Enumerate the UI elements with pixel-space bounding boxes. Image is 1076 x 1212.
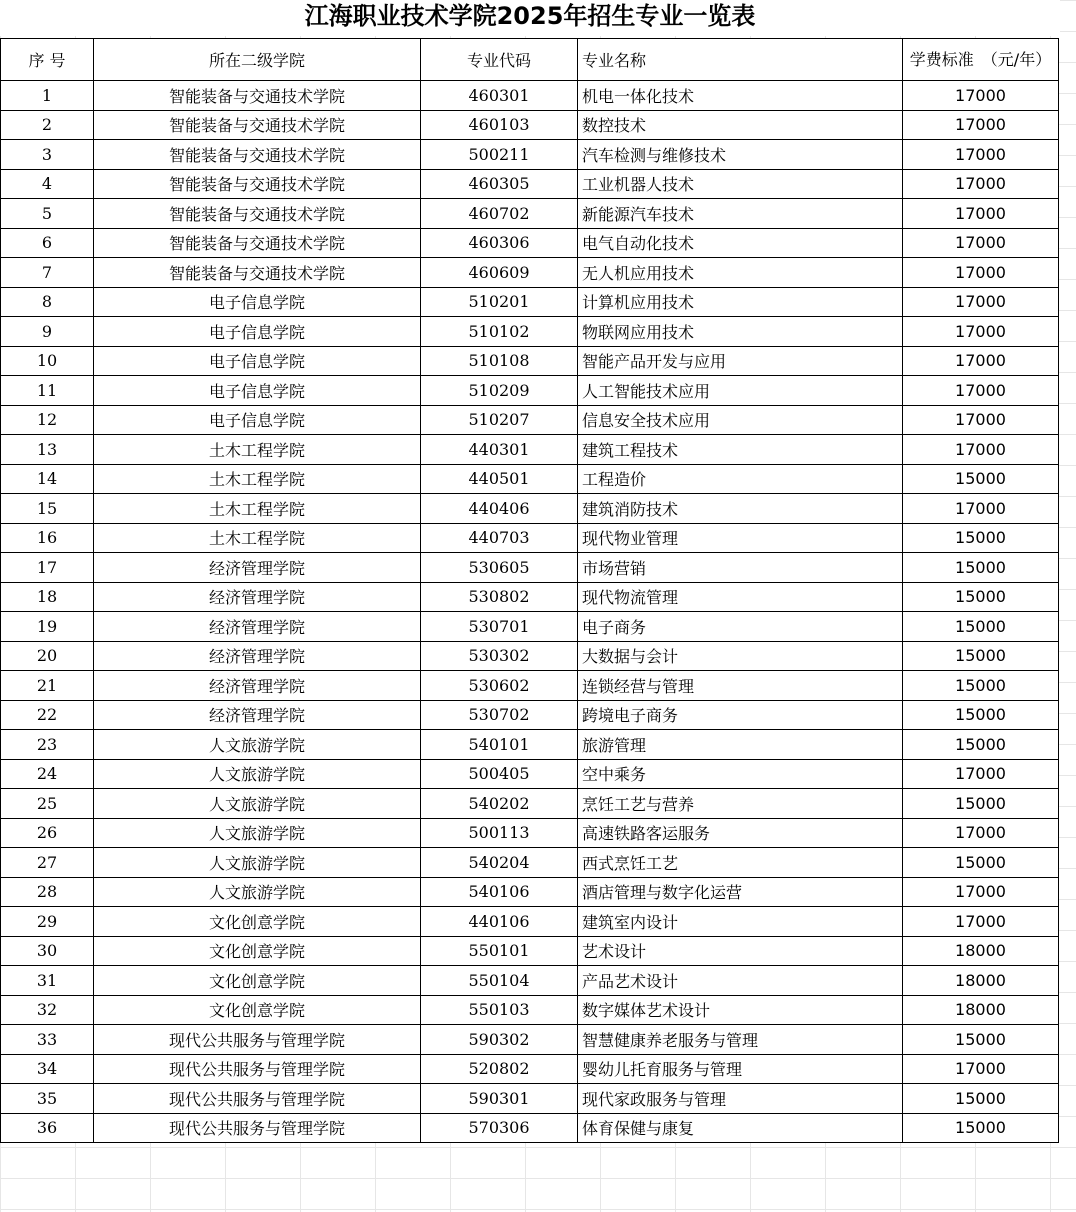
cell-college[interactable]: 经济管理学院 <box>94 582 421 612</box>
cell-college[interactable]: 人文旅游学院 <box>94 848 421 878</box>
cell-college[interactable]: 智能装备与交通技术学院 <box>94 169 421 199</box>
header-code[interactable]: 专业代码 <box>421 39 578 81</box>
cell-fee[interactable]: 17000 <box>903 228 1059 258</box>
table-row <box>1 907 1059 937</box>
cell-no[interactable]: 29 <box>1 907 94 937</box>
cell-no[interactable]: 22 <box>1 700 94 730</box>
cell-college[interactable]: 人文旅游学院 <box>94 877 421 907</box>
table-body <box>1 81 1059 1143</box>
table-row <box>1 995 1059 1025</box>
table-row <box>1 700 1059 730</box>
cell-college[interactable]: 土木工程学院 <box>94 523 421 553</box>
cell-major-name[interactable]: 计算机应用技术 <box>578 287 903 317</box>
cell-no[interactable]: 6 <box>1 228 94 258</box>
cell-code[interactable]: 550101 <box>421 936 578 966</box>
cell-college[interactable]: 土木工程学院 <box>94 464 421 494</box>
cell-major-name[interactable]: 跨境电子商务 <box>578 700 903 730</box>
cell-college[interactable]: 现代公共服务与管理学院 <box>94 1025 421 1055</box>
cell-fee[interactable]: 15000 <box>903 523 1059 553</box>
cell-major-name[interactable]: 体育保健与康复 <box>578 1113 903 1143</box>
cell-no[interactable]: 36 <box>1 1113 94 1143</box>
cell-code[interactable]: 530802 <box>421 582 578 612</box>
cell-college[interactable]: 文化创意学院 <box>94 907 421 937</box>
cell-code[interactable]: 550104 <box>421 966 578 996</box>
cell-no[interactable]: 3 <box>1 140 94 170</box>
cell-fee[interactable]: 17000 <box>903 435 1059 465</box>
cell-fee[interactable]: 17000 <box>903 81 1059 111</box>
cell-fee[interactable]: 17000 <box>903 376 1059 406</box>
cell-code[interactable]: 590301 <box>421 1084 578 1114</box>
cell-college[interactable]: 电子信息学院 <box>94 376 421 406</box>
cell-no[interactable]: 8 <box>1 287 94 317</box>
cell-major-name[interactable]: 工业机器人技术 <box>578 169 903 199</box>
table-row <box>1 641 1059 671</box>
cell-college[interactable]: 智能装备与交通技术学院 <box>94 199 421 229</box>
cell-fee[interactable]: 15000 <box>903 789 1059 819</box>
table-row <box>1 1025 1059 1055</box>
cell-major-name[interactable]: 大数据与会计 <box>578 641 903 671</box>
table-row <box>1 582 1059 612</box>
cell-fee[interactable]: 15000 <box>903 1113 1059 1143</box>
cell-major-name[interactable]: 现代家政服务与管理 <box>578 1084 903 1114</box>
cell-no[interactable]: 4 <box>1 169 94 199</box>
cell-code[interactable]: 510207 <box>421 405 578 435</box>
cell-no[interactable]: 12 <box>1 405 94 435</box>
cell-major-name[interactable]: 产品艺术设计 <box>578 966 903 996</box>
cell-college[interactable]: 现代公共服务与管理学院 <box>94 1084 421 1114</box>
cell-college[interactable]: 土木工程学院 <box>94 435 421 465</box>
cell-fee[interactable]: 17000 <box>903 877 1059 907</box>
header-name[interactable]: 专业名称 <box>578 39 903 81</box>
cell-fee[interactable]: 18000 <box>903 936 1059 966</box>
cell-major-name[interactable]: 酒店管理与数字化运营 <box>578 877 903 907</box>
cell-no[interactable]: 15 <box>1 494 94 524</box>
cell-major-name[interactable]: 连锁经营与管理 <box>578 671 903 701</box>
cell-fee[interactable]: 17000 <box>903 346 1059 376</box>
cell-major-name[interactable]: 婴幼儿托育服务与管理 <box>578 1054 903 1084</box>
cell-fee[interactable]: 17000 <box>903 140 1059 170</box>
cell-no[interactable]: 30 <box>1 936 94 966</box>
cell-code[interactable]: 510209 <box>421 376 578 406</box>
cell-college[interactable]: 经济管理学院 <box>94 612 421 642</box>
cell-major-name[interactable]: 信息安全技术应用 <box>578 405 903 435</box>
cell-no[interactable]: 17 <box>1 553 94 583</box>
cell-no[interactable]: 11 <box>1 376 94 406</box>
cell-code[interactable]: 460103 <box>421 110 578 140</box>
cell-no[interactable]: 16 <box>1 523 94 553</box>
table-row <box>1 169 1059 199</box>
table-row <box>1 376 1059 406</box>
cell-fee[interactable]: 17000 <box>903 405 1059 435</box>
cell-code[interactable]: 460306 <box>421 228 578 258</box>
table-row <box>1 228 1059 258</box>
cell-major-name[interactable]: 电子商务 <box>578 612 903 642</box>
table-row <box>1 789 1059 819</box>
cell-no[interactable]: 31 <box>1 966 94 996</box>
cell-code[interactable]: 540202 <box>421 789 578 819</box>
cell-college[interactable]: 电子信息学院 <box>94 287 421 317</box>
table-row <box>1 818 1059 848</box>
table-row <box>1 523 1059 553</box>
cell-no[interactable]: 32 <box>1 995 94 1025</box>
table-row <box>1 730 1059 760</box>
cell-no[interactable]: 18 <box>1 582 94 612</box>
cell-college[interactable]: 智能装备与交通技术学院 <box>94 110 421 140</box>
table-row <box>1 936 1059 966</box>
cell-fee[interactable]: 15000 <box>903 582 1059 612</box>
cell-fee[interactable]: 17000 <box>903 287 1059 317</box>
cell-college[interactable]: 文化创意学院 <box>94 966 421 996</box>
cell-major-name[interactable]: 工程造价 <box>578 464 903 494</box>
cell-major-name[interactable]: 现代物业管理 <box>578 523 903 553</box>
table-row <box>1 110 1059 140</box>
table-row <box>1 494 1059 524</box>
cell-college[interactable]: 电子信息学院 <box>94 317 421 347</box>
cell-no[interactable]: 27 <box>1 848 94 878</box>
cell-no[interactable]: 10 <box>1 346 94 376</box>
cell-college[interactable]: 现代公共服务与管理学院 <box>94 1054 421 1084</box>
table-row <box>1 1084 1059 1114</box>
table-row <box>1 671 1059 701</box>
cell-no[interactable]: 23 <box>1 730 94 760</box>
cell-code[interactable]: 440106 <box>421 907 578 937</box>
cell-code[interactable]: 440301 <box>421 435 578 465</box>
cell-college[interactable]: 经济管理学院 <box>94 641 421 671</box>
table-row <box>1 612 1059 642</box>
cell-fee[interactable]: 15000 <box>903 641 1059 671</box>
cell-no[interactable]: 35 <box>1 1084 94 1114</box>
enrollment-table <box>0 38 1059 1143</box>
cell-major-name[interactable]: 数控技术 <box>578 110 903 140</box>
cell-code[interactable]: 530302 <box>421 641 578 671</box>
cell-code[interactable]: 500113 <box>421 818 578 848</box>
cell-college[interactable]: 经济管理学院 <box>94 553 421 583</box>
cell-fee[interactable]: 18000 <box>903 995 1059 1025</box>
cell-major-name[interactable]: 旅游管理 <box>578 730 903 760</box>
cell-college[interactable]: 文化创意学院 <box>94 995 421 1025</box>
table-row <box>1 317 1059 347</box>
cell-code[interactable]: 510201 <box>421 287 578 317</box>
cell-fee[interactable]: 15000 <box>903 671 1059 701</box>
cell-college[interactable]: 经济管理学院 <box>94 700 421 730</box>
cell-fee[interactable]: 15000 <box>903 730 1059 760</box>
cell-code[interactable]: 460305 <box>421 169 578 199</box>
cell-no[interactable]: 14 <box>1 464 94 494</box>
cell-code[interactable]: 540106 <box>421 877 578 907</box>
cell-college[interactable]: 智能装备与交通技术学院 <box>94 228 421 258</box>
cell-fee[interactable]: 17000 <box>903 818 1059 848</box>
cell-no[interactable]: 13 <box>1 435 94 465</box>
table-row <box>1 199 1059 229</box>
cell-no[interactable]: 25 <box>1 789 94 819</box>
cell-fee[interactable]: 15000 <box>903 464 1059 494</box>
header-no[interactable]: 序 号 <box>1 39 94 81</box>
cell-major-name[interactable]: 市场营销 <box>578 553 903 583</box>
header-fee[interactable]: 学费标准 （元/年） <box>903 39 1059 81</box>
cell-no[interactable]: 28 <box>1 877 94 907</box>
cell-major-name[interactable]: 烹饪工艺与营养 <box>578 789 903 819</box>
cell-college[interactable]: 人文旅游学院 <box>94 730 421 760</box>
cell-major-name[interactable]: 现代物流管理 <box>578 582 903 612</box>
cell-code[interactable]: 530605 <box>421 553 578 583</box>
cell-code[interactable]: 540101 <box>421 730 578 760</box>
cell-major-name[interactable]: 西式烹饪工艺 <box>578 848 903 878</box>
table-row <box>1 1054 1059 1084</box>
cell-code[interactable]: 460301 <box>421 81 578 111</box>
cell-college[interactable]: 智能装备与交通技术学院 <box>94 140 421 170</box>
cell-major-name[interactable]: 建筑消防技术 <box>578 494 903 524</box>
cell-major-name[interactable]: 智慧健康养老服务与管理 <box>578 1025 903 1055</box>
cell-fee[interactable]: 17000 <box>903 1054 1059 1084</box>
cell-code[interactable]: 520802 <box>421 1054 578 1084</box>
cell-college[interactable]: 电子信息学院 <box>94 346 421 376</box>
cell-no[interactable]: 19 <box>1 612 94 642</box>
cell-college[interactable]: 经济管理学院 <box>94 671 421 701</box>
cell-no[interactable]: 1 <box>1 81 94 111</box>
cell-college[interactable]: 智能装备与交通技术学院 <box>94 258 421 288</box>
cell-college[interactable]: 人文旅游学院 <box>94 789 421 819</box>
cell-major-name[interactable]: 艺术设计 <box>578 936 903 966</box>
cell-fee[interactable]: 15000 <box>903 848 1059 878</box>
table-row <box>1 287 1059 317</box>
cell-fee[interactable]: 15000 <box>903 1084 1059 1114</box>
cell-code[interactable]: 510102 <box>421 317 578 347</box>
cell-no[interactable]: 5 <box>1 199 94 229</box>
table-row <box>1 258 1059 288</box>
cell-no[interactable]: 24 <box>1 759 94 789</box>
header-college[interactable]: 所在二级学院 <box>94 39 421 81</box>
cell-fee[interactable]: 17000 <box>903 258 1059 288</box>
cell-fee[interactable]: 15000 <box>903 700 1059 730</box>
cell-major-name[interactable]: 无人机应用技术 <box>578 258 903 288</box>
cell-code[interactable]: 530602 <box>421 671 578 701</box>
cell-fee[interactable]: 15000 <box>903 553 1059 583</box>
cell-major-name[interactable]: 人工智能技术应用 <box>578 376 903 406</box>
cell-major-name[interactable]: 智能产品开发与应用 <box>578 346 903 376</box>
cell-fee[interactable]: 18000 <box>903 966 1059 996</box>
table-row <box>1 553 1059 583</box>
cell-code[interactable]: 500405 <box>421 759 578 789</box>
cell-code[interactable]: 460609 <box>421 258 578 288</box>
cell-college[interactable]: 智能装备与交通技术学院 <box>94 81 421 111</box>
cell-no[interactable]: 2 <box>1 110 94 140</box>
table-row <box>1 1113 1059 1143</box>
table-row <box>1 81 1059 111</box>
cell-no[interactable]: 33 <box>1 1025 94 1055</box>
cell-college[interactable]: 人文旅游学院 <box>94 818 421 848</box>
table-row <box>1 848 1059 878</box>
table-row <box>1 405 1059 435</box>
cell-fee[interactable]: 17000 <box>903 317 1059 347</box>
cell-code[interactable]: 440406 <box>421 494 578 524</box>
cell-major-name[interactable]: 建筑工程技术 <box>578 435 903 465</box>
cell-major-name[interactable]: 汽车检测与维修技术 <box>578 140 903 170</box>
cell-no[interactable]: 9 <box>1 317 94 347</box>
cell-code[interactable]: 530702 <box>421 700 578 730</box>
cell-code[interactable]: 500211 <box>421 140 578 170</box>
cell-no[interactable]: 21 <box>1 671 94 701</box>
cell-no[interactable]: 34 <box>1 1054 94 1084</box>
cell-college[interactable]: 人文旅游学院 <box>94 759 421 789</box>
cell-fee[interactable]: 17000 <box>903 169 1059 199</box>
table-row <box>1 464 1059 494</box>
cell-code[interactable]: 440703 <box>421 523 578 553</box>
table-row <box>1 877 1059 907</box>
table-row <box>1 966 1059 996</box>
cell-college[interactable]: 电子信息学院 <box>94 405 421 435</box>
cell-college[interactable]: 土木工程学院 <box>94 494 421 524</box>
cell-no[interactable]: 26 <box>1 818 94 848</box>
page-title: 江海职业技术学院2025年招生专业一览表 <box>0 0 1060 36</box>
cell-code[interactable]: 460702 <box>421 199 578 229</box>
cell-code[interactable]: 550103 <box>421 995 578 1025</box>
cell-code[interactable]: 510108 <box>421 346 578 376</box>
cell-college[interactable]: 文化创意学院 <box>94 936 421 966</box>
cell-fee[interactable]: 17000 <box>903 494 1059 524</box>
cell-fee[interactable]: 15000 <box>903 612 1059 642</box>
cell-code[interactable]: 540204 <box>421 848 578 878</box>
cell-major-name[interactable]: 新能源汽车技术 <box>578 199 903 229</box>
cell-major-name[interactable]: 建筑室内设计 <box>578 907 903 937</box>
table-row <box>1 759 1059 789</box>
cell-code[interactable]: 570306 <box>421 1113 578 1143</box>
cell-major-name[interactable]: 数字媒体艺术设计 <box>578 995 903 1025</box>
cell-no[interactable]: 20 <box>1 641 94 671</box>
cell-no[interactable]: 7 <box>1 258 94 288</box>
cell-code[interactable]: 530701 <box>421 612 578 642</box>
cell-major-name[interactable]: 机电一体化技术 <box>578 81 903 111</box>
cell-code[interactable]: 440501 <box>421 464 578 494</box>
cell-fee[interactable]: 17000 <box>903 907 1059 937</box>
table-row <box>1 140 1059 170</box>
cell-major-name[interactable]: 物联网应用技术 <box>578 317 903 347</box>
cell-major-name[interactable]: 电气自动化技术 <box>578 228 903 258</box>
cell-major-name[interactable]: 空中乘务 <box>578 759 903 789</box>
cell-fee[interactable]: 17000 <box>903 759 1059 789</box>
table-row <box>1 346 1059 376</box>
cell-major-name[interactable]: 高速铁路客运服务 <box>578 818 903 848</box>
cell-fee[interactable]: 15000 <box>903 1025 1059 1055</box>
header-row <box>1 39 1059 81</box>
table-row <box>1 435 1059 465</box>
cell-fee[interactable]: 17000 <box>903 110 1059 140</box>
cell-college[interactable]: 现代公共服务与管理学院 <box>94 1113 421 1143</box>
cell-code[interactable]: 590302 <box>421 1025 578 1055</box>
cell-fee[interactable]: 17000 <box>903 199 1059 229</box>
